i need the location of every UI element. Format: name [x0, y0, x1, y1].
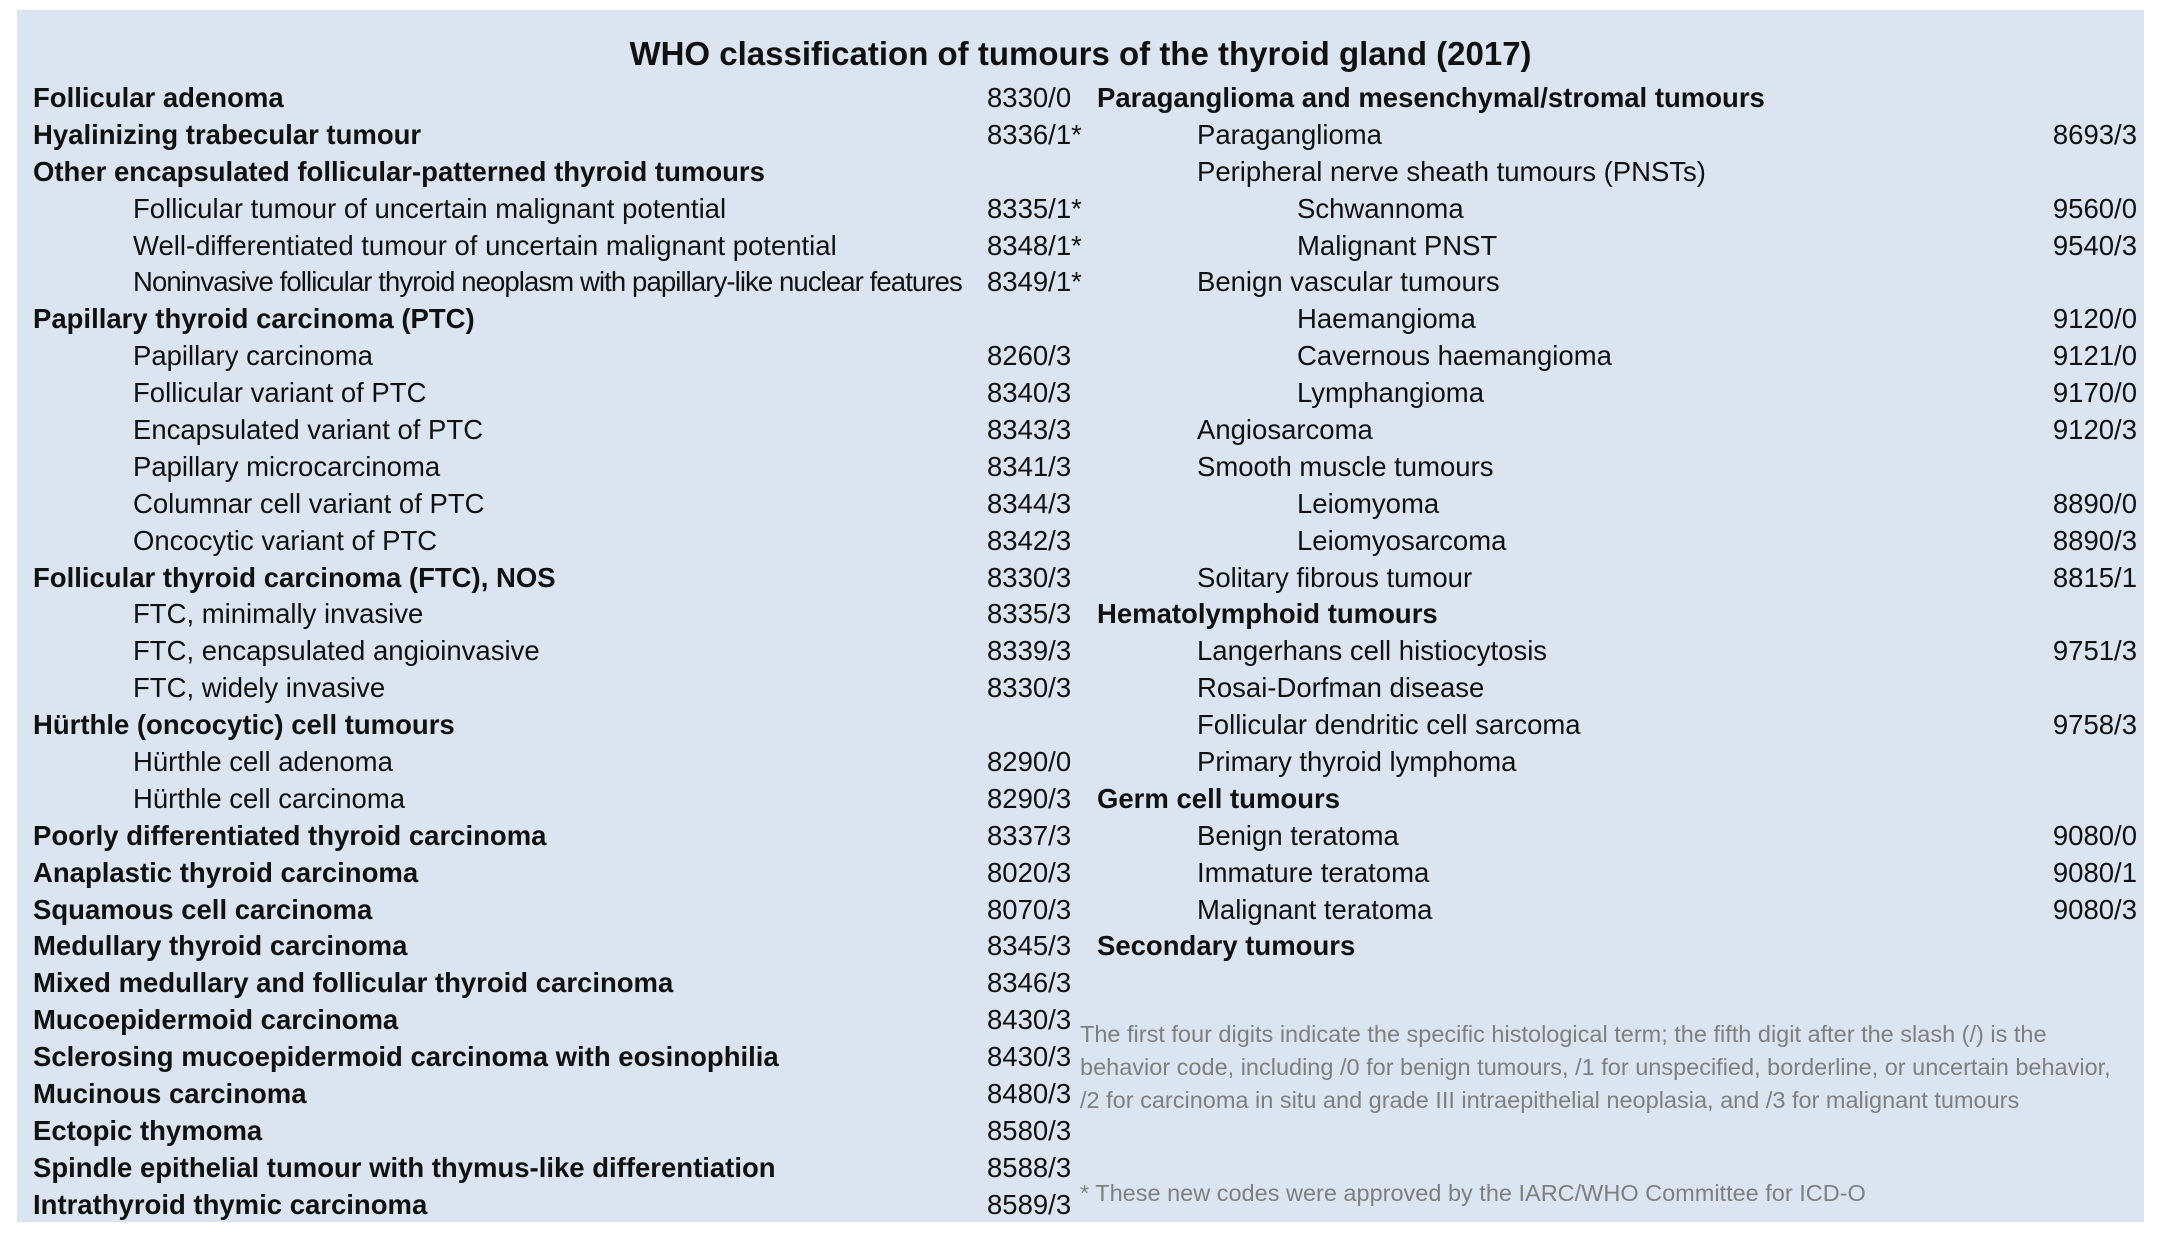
table-row [1097, 264, 2137, 301]
table-row [33, 1113, 1085, 1150]
icd-o-code: 8342/3 [987, 524, 1072, 556]
table-row [33, 486, 1085, 523]
tumour-subtype: Immature teratoma [1197, 856, 1430, 888]
tumour-subtype: Leiomyosarcoma [1297, 524, 1507, 556]
page-title: WHO classification of tumours of the thyroid gland (2017) [629, 35, 1532, 72]
icd-o-code: 8340/3 [987, 377, 1072, 409]
table-row [1097, 633, 2137, 670]
icd-o-code: 8330/0 [987, 82, 1072, 113]
table-row [1097, 892, 2137, 929]
table-row [33, 744, 1085, 781]
table-row [33, 523, 1085, 560]
icd-o-code: 8890/3 [2052, 524, 2137, 556]
table-row [33, 80, 1085, 117]
right-column [1097, 80, 2137, 965]
table-row [33, 1150, 1085, 1187]
tumour-category: Hürthle (oncocytic) cell tumours [33, 709, 455, 741]
tumour-subtype: Primary thyroid lymphoma [1197, 746, 1517, 778]
icd-o-code: 9751/3 [2052, 635, 2137, 667]
table-row [1097, 412, 2137, 449]
icd-o-code: 9120/0 [2052, 303, 2137, 335]
table-row [33, 412, 1085, 449]
tumour-category: Other encapsulated follicular-patterned thyroid tumours [33, 155, 765, 187]
tumour-subtype: Lymphangioma [1297, 377, 1485, 409]
tumour-category: Papillary thyroid carcinoma (PTC) [33, 303, 475, 335]
icd-o-code: 9121/0 [2052, 340, 2137, 372]
icd-o-code: 8430/3 [987, 1041, 1072, 1073]
left-column [33, 80, 1085, 1224]
icd-o-code: 8337/3 [987, 819, 1072, 851]
icd-o-code: 8345/3 [987, 930, 1072, 962]
table-row [33, 892, 1085, 929]
tumour-subtype: Columnar cell variant of PTC [133, 487, 485, 519]
table-row [33, 1039, 1085, 1076]
tumour-subtype: Hürthle cell adenoma [133, 746, 393, 778]
table-row [33, 449, 1085, 486]
tumour-category: Poorly differentiated thyroid carcinoma [33, 819, 547, 851]
table-row [1097, 560, 2137, 597]
tumour-subtype: Malignant PNST [1297, 229, 1498, 261]
table-row [1097, 744, 2137, 781]
table-row [1097, 449, 2137, 486]
table-row [33, 1187, 1085, 1224]
icd-o-code: 8020/3 [987, 856, 1072, 888]
table-row [33, 1076, 1085, 1113]
table-row [33, 965, 1085, 1002]
tumour-subtype: Solitary fibrous tumour [1197, 561, 1473, 593]
icd-o-code: 9560/0 [2052, 192, 2137, 224]
icd-o-code: 8341/3 [987, 450, 1072, 482]
icd-o-code: 8344/3 [987, 487, 1072, 519]
table-row [33, 855, 1085, 892]
tumour-category: Mucinous carcinoma [33, 1078, 307, 1110]
tumour-category: Intrathyroid thymic carcinoma [33, 1188, 428, 1220]
tumour-subtype: Benign teratoma [1197, 819, 1399, 851]
tumour-subtype: FTC, widely invasive [133, 672, 386, 704]
table-row [33, 264, 1085, 301]
tumour-category: Squamous cell carcinoma [33, 893, 373, 925]
table-row [33, 707, 1085, 744]
tumour-subtype: Cavernous haemangioma [1297, 340, 1612, 372]
icd-o-code: 9080/0 [2052, 819, 2137, 851]
table-row [33, 670, 1085, 707]
icd-o-code: 8260/3 [987, 340, 1072, 372]
table-row [1097, 781, 2137, 818]
table-row [33, 596, 1085, 633]
tumour-subtype: Follicular dendritic cell sarcoma [1197, 709, 1581, 741]
icd-o-code: 8815/1 [2052, 561, 2137, 593]
tumour-subtype: Malignant teratoma [1197, 893, 1433, 925]
table-row [1097, 117, 2137, 154]
icd-o-code: 8070/3 [987, 893, 1072, 925]
icd-o-code: 8348/1* [987, 229, 1082, 261]
table-row [1097, 707, 2137, 744]
table-row [33, 117, 1085, 154]
tumour-subtype: Langerhans cell histiocytosis [1197, 635, 1548, 667]
tumour-category: Paraganglioma and mesenchymal/stromal tumours [1097, 82, 1765, 113]
table-row [1097, 154, 2137, 191]
icd-o-code: 8343/3 [987, 414, 1072, 446]
table-row [1097, 486, 2137, 523]
tumour-subtype: Follicular tumour of uncertain malignant potential [133, 192, 727, 224]
icd-o-code: 9758/3 [2052, 709, 2137, 741]
table-row [1097, 80, 2137, 117]
tumour-subtype: Well-differentiated tumour of uncertain malignant potential [133, 229, 837, 261]
table-row [33, 338, 1085, 375]
tumour-subtype: Hürthle cell carcinoma [133, 782, 406, 814]
tumour-subtype: FTC, encapsulated angioinvasive [133, 635, 540, 667]
table-row [1097, 855, 2137, 892]
tumour-category: Follicular thyroid carcinoma (FTC), NOS [33, 561, 556, 593]
table-row [33, 1002, 1085, 1039]
tumour-subtype: Noninvasive follicular thyroid neoplasm with papillary-like nuclear features [133, 266, 962, 298]
icd-o-code: 8430/3 [987, 1004, 1072, 1036]
table-row [33, 228, 1085, 265]
icd-o-code: 9080/1 [2052, 856, 2137, 888]
tumour-category: Anaplastic thyroid carcinoma [33, 856, 419, 888]
icd-o-code: 8335/3 [987, 598, 1072, 630]
tumour-subtype: Peripheral nerve sheath tumours (PNSTs) [1197, 155, 1706, 187]
tumour-category: Secondary tumours [1097, 930, 1356, 962]
tumour-subtype: Schwannoma [1297, 192, 1464, 224]
tumour-subtype: Papillary carcinoma [133, 340, 373, 372]
tumour-category: Mixed medullary and follicular thyroid carcinoma [33, 967, 674, 999]
tumour-category: Hyalinizing trabecular tumour [33, 118, 422, 150]
tumour-subtype: Haemangioma [1297, 303, 1476, 335]
tumour-subtype: Papillary microcarcinoma [133, 450, 441, 482]
table-row [1097, 928, 2137, 965]
tumour-category: Sclerosing mucoepidermoid carcinoma with eosinophilia [33, 1041, 779, 1073]
tumour-category: Follicular adenoma [33, 82, 284, 113]
table-row [33, 781, 1085, 818]
footnote: * These new codes were approved by the IARC/WHO Committee for ICD-O [1080, 1180, 1866, 1206]
tumour-subtype: Follicular variant of PTC [133, 377, 427, 409]
icd-o-code: 8693/3 [2052, 118, 2137, 150]
table-row [1097, 338, 2137, 375]
table-row [1097, 301, 2137, 338]
icd-o-code: 9170/0 [2052, 377, 2137, 409]
tumour-subtype: Benign vascular tumours [1197, 266, 1500, 298]
table-row [33, 633, 1085, 670]
table-row [33, 191, 1085, 228]
icd-o-code: 8339/3 [987, 635, 1072, 667]
table-row [33, 301, 1085, 338]
icd-o-code: 8349/1* [987, 266, 1082, 298]
table-row [33, 375, 1085, 412]
tumour-category: Mucoepidermoid carcinoma [33, 1004, 399, 1036]
tumour-subtype: Encapsulated variant of PTC [133, 414, 484, 446]
table-row [1097, 523, 2137, 560]
icd-o-code: 8335/1* [987, 192, 1082, 224]
icd-o-code: 9540/3 [2052, 229, 2137, 261]
tumour-subtype: FTC, minimally invasive [133, 598, 424, 630]
table-row [1097, 670, 2137, 707]
icd-o-code: 8290/0 [987, 746, 1072, 778]
tumour-subtype: Rosai-Dorfman disease [1197, 672, 1485, 704]
tumour-subtype: Paraganglioma [1197, 118, 1382, 150]
table-row [1097, 375, 2137, 412]
table-row [33, 154, 1085, 191]
icd-o-code: 8588/3 [987, 1151, 1072, 1183]
table-row [1097, 191, 2137, 228]
icd-o-code: 8480/3 [987, 1078, 1072, 1110]
behavior-code-note: The first four digits indicate the specific histological term; the fifth digit after the slash (/) is the behavior code, including /0 for benign tumours, /1 for unspecified, borderline, or uncertain behavior, /2 for carcinoma in situ and grade III intraepithelial neoplasia, and /3 for malignant tumours [1080, 1021, 2111, 1113]
table-row [1097, 818, 2137, 855]
table-row [33, 818, 1085, 855]
table-row [33, 560, 1085, 597]
tumour-category: Spindle epithelial tumour with thymus-like differentiation [33, 1151, 776, 1183]
table-row [1097, 596, 2137, 633]
icd-o-code: 8890/0 [2052, 487, 2137, 519]
tumour-category: Ectopic thymoma [33, 1114, 263, 1146]
icd-o-code: 8330/3 [987, 672, 1072, 704]
table-row [33, 928, 1085, 965]
tumour-category: Hematolymphoid tumours [1097, 598, 1438, 630]
tumour-subtype: Smooth muscle tumours [1197, 450, 1494, 482]
tumour-subtype: Angiosarcoma [1197, 414, 1373, 446]
icd-o-code: 8290/3 [987, 782, 1072, 814]
icd-o-code: 9080/3 [2052, 893, 2137, 925]
icd-o-code: 8589/3 [987, 1188, 1072, 1220]
table-row [1097, 228, 2137, 265]
icd-o-code: 8336/1* [987, 118, 1082, 150]
tumour-category: Germ cell tumours [1097, 782, 1340, 814]
icd-o-code: 8580/3 [987, 1114, 1072, 1146]
icd-o-code: 8346/3 [987, 967, 1072, 999]
icd-o-code: 9120/3 [2052, 414, 2137, 446]
tumour-category: Medullary thyroid carcinoma [33, 930, 408, 962]
tumour-subtype: Leiomyoma [1297, 487, 1440, 519]
icd-o-code: 8330/3 [987, 561, 1072, 593]
tumour-subtype: Oncocytic variant of PTC [133, 524, 438, 556]
